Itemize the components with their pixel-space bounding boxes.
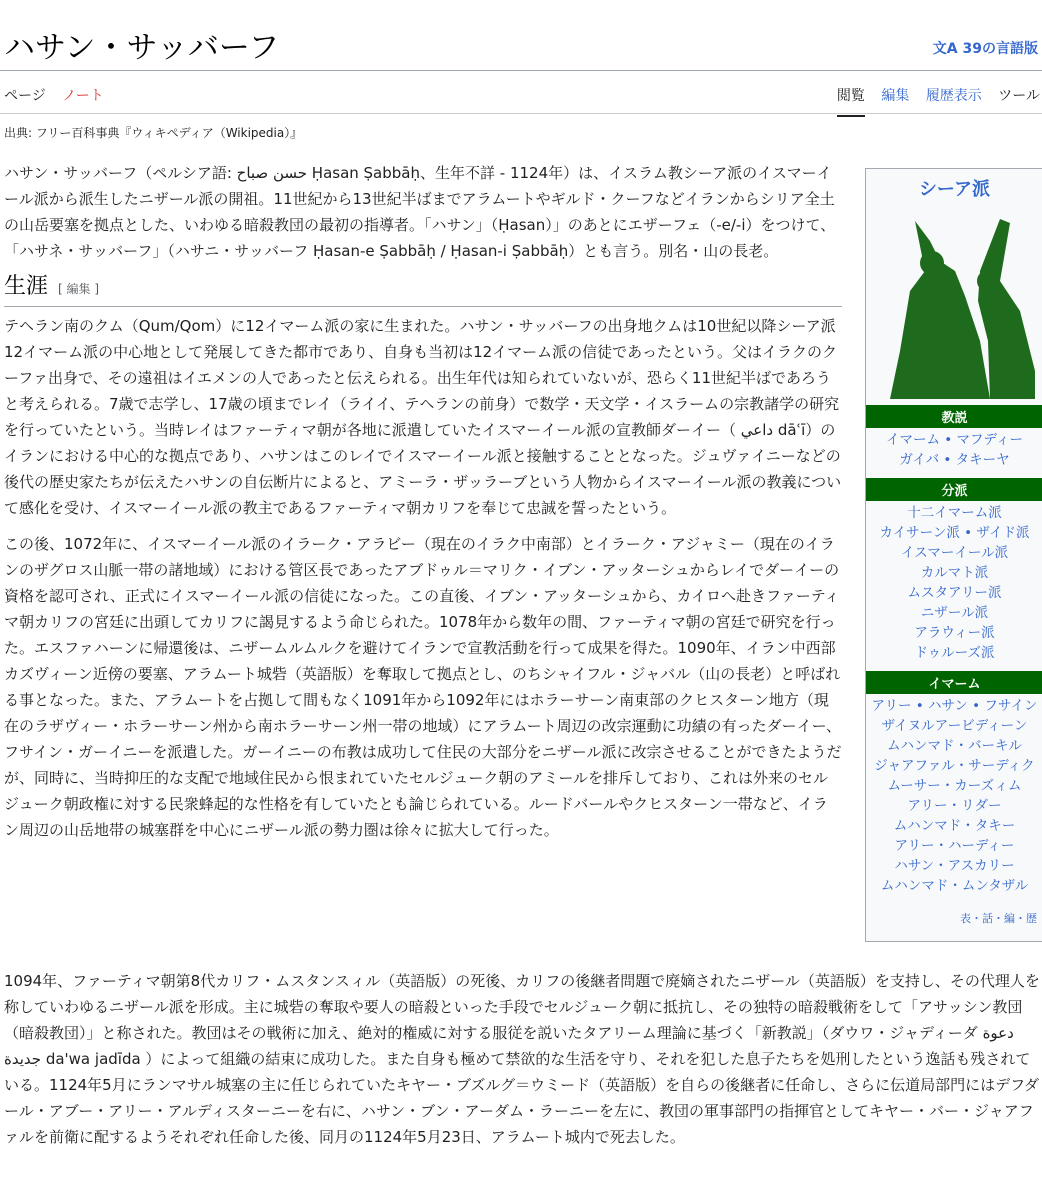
- language-selector[interactable]: 文A 39の言語版: [932, 41, 1038, 57]
- infobox-link[interactable]: アリー・ハーディー: [894, 838, 1015, 854]
- tab-tools[interactable]: ツール: [998, 88, 1040, 104]
- source-note: 出典: フリー百科事典『ウィキペディア（Wikipedia）』: [4, 126, 303, 140]
- infobox-link-list: [866, 428, 1042, 478]
- infobox-link[interactable]: イスマーイール派: [900, 545, 1009, 561]
- infobox-section-head: 教説: [866, 405, 1042, 428]
- infobox-link[interactable]: アリー • ハサン • フサイン: [871, 698, 1038, 714]
- tab-page[interactable]: ページ: [4, 88, 46, 104]
- infobox-link[interactable]: 十二イマーム派: [907, 505, 1002, 521]
- infobox-link[interactable]: ドゥルーズ派: [914, 645, 995, 661]
- infobox-section-head: イマーム: [866, 671, 1042, 694]
- infobox-title[interactable]: シーア派: [918, 179, 991, 200]
- edit-section-link[interactable]: [ 編集 ]: [58, 282, 100, 296]
- infobox-link[interactable]: アラウィー派: [914, 625, 995, 641]
- infobox-link[interactable]: ムハンマド・タキー: [893, 818, 1016, 834]
- tab-read[interactable]: 閲覧: [837, 88, 865, 117]
- infobox-shia: [865, 168, 1042, 942]
- infobox-link[interactable]: ハサン・アスカリー: [894, 858, 1015, 874]
- infobox-link[interactable]: カルマト派: [920, 565, 989, 581]
- infobox-link[interactable]: ムーサー・カーズィム: [887, 778, 1022, 794]
- infobox-link[interactable]: ジャアファル・サーディク: [874, 758, 1035, 774]
- infobox-link[interactable]: ムスタアリー派: [907, 585, 1002, 601]
- infobox-link-list: [866, 694, 1042, 904]
- tab-edit[interactable]: 編集: [881, 88, 910, 104]
- page-title: ハサン・サッバーフ: [4, 30, 280, 66]
- infobox-link[interactable]: ムハンマド・ムンタザル: [880, 878, 1029, 894]
- paragraph-3: 1094年、ファーティマ朝第8代カリフ・ムスタンスィル（英語版）の死後、カリフの後継者問題で廃嫡されたニザール（英語版）を支持し、その代理人を称していわゆるニザール派を形成。主に城砦の奪取や要人の暗殺といった手段でセルジューク朝に抵抗し、その独特の暗殺戦術をして「アサッシン教団（暗殺教団）」と称された。教団はその戦術に加え、絶対的権威に対する服従を説いたタアリーム理論に基づく「新教説」（ダウワ・ジャディーダ دعوة جديدة da'wa jadīda ）によって組織の結束に成功した。また自身も極めて禁欲的な生活を守り、それを犯した息子たちを処刑したという逸話も残されている。1124年5月にランマサル城塞の主に任じられていたキヤー・ブズルグ＝ウミード（英語版）を自らの後継者に任命し、さらに伝道局部門にはデフダール・アブー・アリー・アルディスターニーを右に、ハサン・ブン・アーダム・ラーニーを左に、教団の軍事部門の指揮官としてキヤー・バー・ジャアファルを前衛に配するようそれぞれ任命した後、同月の1124年5月23日、アラムート城内で死去した。: [4, 972, 1040, 1146]
- infobox-link[interactable]: アリー・リダー: [907, 798, 1002, 814]
- infobox-link[interactable]: ムハンマド・バーキル: [887, 738, 1022, 754]
- infobox-link[interactable]: イマーム • マフディー: [886, 432, 1023, 448]
- article-body: [4, 160, 842, 853]
- infobox-navbar[interactable]: 表・話・編・歴: [960, 912, 1037, 925]
- infobox-link[interactable]: ザイヌルアービディーン: [881, 718, 1028, 734]
- intro-paragraph: ハサン・サッバーフ（ペルシア語: حسن صباح Ḥasan Ṣabbāḥ、生年不詳 - 1124年）は、イスラム教シーア派のイスマーイール派から派生したニザール派の開祖。11世紀から13世紀半ばまでアラムートやギルド・クーフなどイランからシリア全土の山岳要塞を拠点とした、いわゆる暗殺教団の最初の指導者。「ハサン」（Ḥasan）」のあとにエザーフェ（-e/-i）をつけて、「ハサネ・サッバーフ」（ハサニ・サッバーフ Ḥasan-e Ṣabbāḥ / Ḥasan-i Ṣabbāḥ）とも言う。別名・山の長老。: [4, 164, 836, 260]
- article-continued: [4, 968, 1042, 1150]
- infobox-link[interactable]: ニザール派: [920, 605, 989, 621]
- translate-icon: 文A: [932, 41, 963, 57]
- infobox-link[interactable]: カイサーン派 • ザイド派: [879, 525, 1030, 541]
- tab-talk[interactable]: ノート: [62, 88, 104, 104]
- tab-bar: [0, 71, 1042, 114]
- infobox-link[interactable]: ガイバ • タキーヤ: [899, 452, 1010, 468]
- paragraph-2: この後、1072年に、イスマーイール派のイラーク・アラビー（現在のイラク中南部）とイラーク・アジャミー（現在のイランのザグロス山脈一帯の諸地域）における管区長であったアブドゥル＝マリク・イブン・アッターシュからレイでダーイーの資格を認可され、正式にイスマーイール派の信徒になった。この直後、イブン・アッターシュから、カイロへ赴きファーティマ朝カリフの宮廷に出頭してカリフに謁見するよう命じられた。1078年から数年の間、ファーティマ朝の宮廷で研究を行った。エスファハーンに帰還後は、ニザームルムルクを避けてイランで宣教活動を行って成果を得た。1090年、イラン中西部カズヴィーン近傍の要塞、アラムート城砦（英語版）を奪取して拠点とし、のちシャイフル・ジャバル（山の長老）と呼ばれる事となった。また、アラムートを占拠して間もなく1091年から1092年にはホラーサーン南東部のクヒスターン地方（現在のラザヴィー・ホラーサーン州から南ホラーサーン州一帯の地域）にアラムート周辺の改宗運動に功績の有ったダーイー、フサイン・ガーイニーを派遣した。ガーイニーの布教は成功して住民の大部分をニザール派に改宗させることができたようだが、同時に、当時抑圧的な支配で地域住民から恨まれていたセルジューク朝のアミールを排斥しており、これは外来のセルジューク朝政権に対する民衆蜂起的な性格を有していたとも論じられている。ルードバールやクヒスターン一帯など、イラン周辺の山岳地帯の城塞群を中心にニザール派の勢力圏は徐々に拡大して行った。: [4, 535, 842, 839]
- section-heading: 生涯 [ 編集 ]: [4, 274, 842, 307]
- infobox-link-list: [866, 501, 1042, 671]
- paragraph-1: テヘラン南のクム（Qum/Qom）に12イマーム派の家に生まれた。ハサン・サッバーフの出身地クムは10世紀以降シーア派12イマーム派の中心地として発展してきた都市であり、自身も当初は12イマーム派の信徒であったという。父はイラクのクーファ出身で、その遠祖はイエメンの人であったと伝えられる。出生年代は知られていないが、恐らく11世紀半ばであろうと考えられる。7歳で志学し、17歳の頃までレイ（ライイ、テヘランの前身）で数学・天文学・イスラームの宗教諸学の研究を行っていたという。当時レイはファーティマ朝が各地に派遣していたイスマーイール派の宣教師ダーイー（ داعي dāʿī）のイランにおける中心的な拠点であり、ハサンはこのレイでイスマーイール派と接触することとなった。ジュヴァイニーなどの後代の歴史家たちが伝えたハサンの自伝断片によると、アミーラ・ザッラーブという人物からイスマーイール派の教義について感化を受け、イスマーイール派の教主であるファーティマ朝カリフを奉じて忠誠を誓ったという。: [4, 317, 842, 517]
- silhouette-image: [870, 201, 1040, 401]
- page-header: [0, 0, 1042, 71]
- tab-history[interactable]: 履歴表示: [925, 88, 982, 104]
- infobox-section-head: 分派: [866, 478, 1042, 501]
